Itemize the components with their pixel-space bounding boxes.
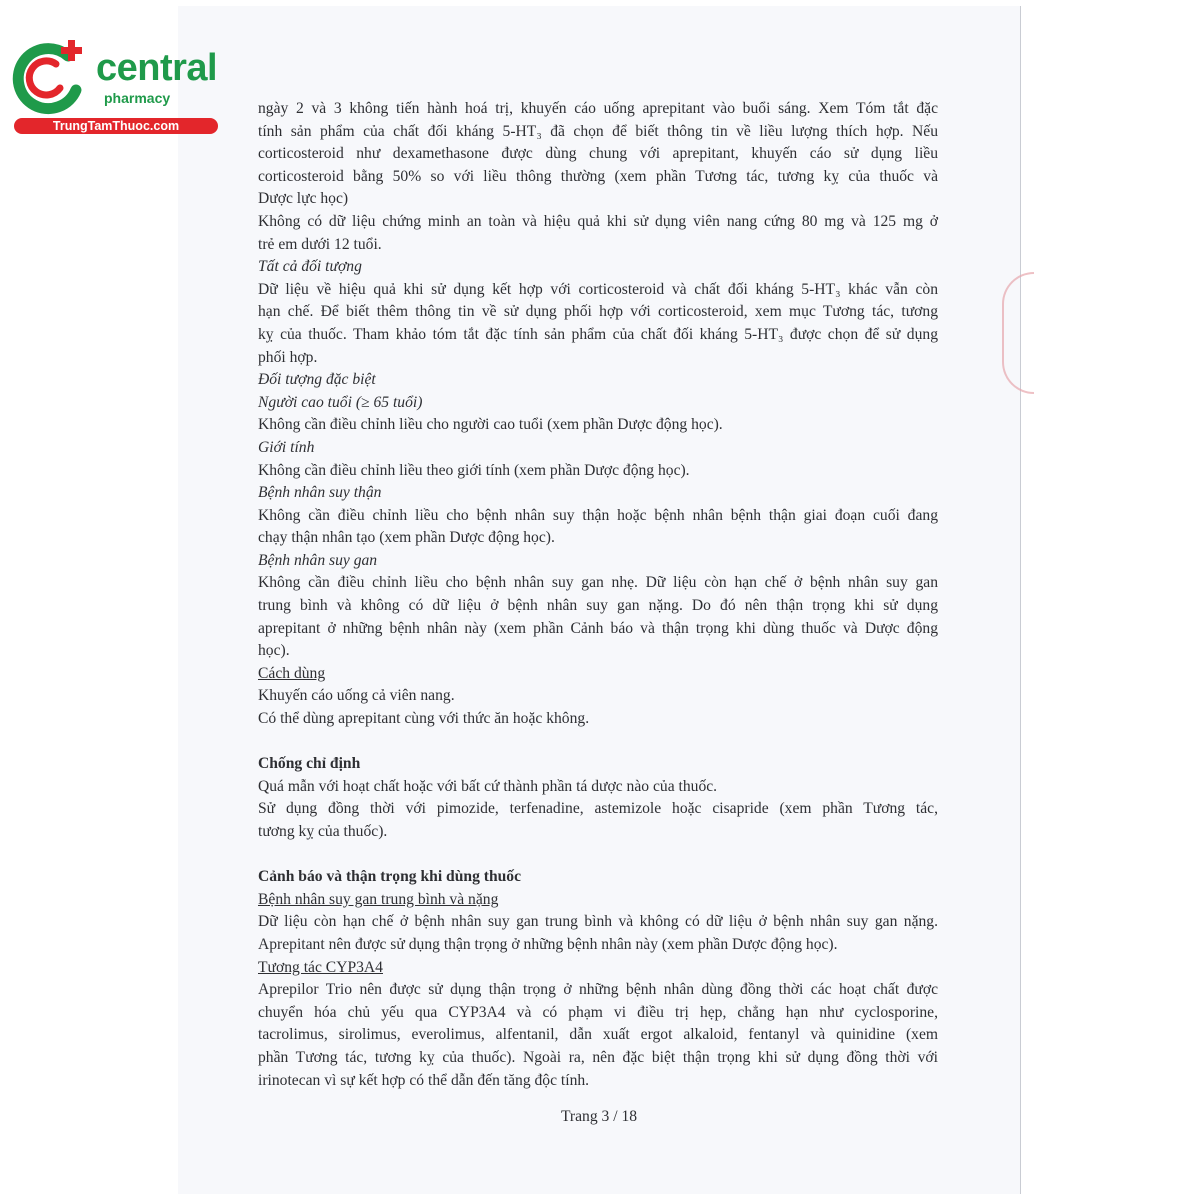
section-subheading: Người cao tuổi (≥ 65 tuổi) — [258, 393, 423, 411]
text-line: kỵ của thuốc. Tham khảo tóm tắt đặc tính sản phẩm của chất đối kháng 5-HT₃ được chọn để sử dụng — [258, 325, 938, 343]
text-line: corticosteroid bằng 50% so với liều thông thường (xem phần Tương tác, tương kỵ của thuốc và — [258, 167, 938, 185]
text-line: Không cần điều chỉnh liều cho bệnh nhân suy gan nhẹ. Dữ liệu còn hạn chế ở bệnh nhân suy gan — [258, 574, 938, 592]
text-line: phối hợp. — [258, 348, 318, 366]
text-line: Không cần điều chỉnh liều cho người cao tuổi (xem phần Dược động học). — [258, 416, 723, 434]
section-subheading — [258, 663, 938, 686]
text-line: Không cần điều chỉnh liều theo giới tính (xem phần Dược động học). — [258, 461, 690, 479]
text-line: Không có dữ liệu chứng minh an toàn và hiệu quả khi sử dụng viên nang cứng 80 mg và 125 mg ở — [258, 212, 938, 230]
section-subheading: Đối tượng đặc biệt — [258, 371, 376, 389]
text-line: Aprepilor Trio nên được sử dụng thận trọng ở những bệnh nhân dùng đồng thời các hoạt chất được — [258, 981, 938, 999]
text-line: Dược lực học) — [258, 190, 349, 208]
text-line: Có thể dùng aprepitant cùng với thức ăn hoặc không. — [258, 710, 590, 728]
section-heading: Chống chỉ định — [258, 755, 361, 773]
pharmacy-logo-icon — [10, 38, 90, 118]
section-subheading: Tất cả đối tượng — [258, 258, 362, 276]
text-line: phần Tương tác, tương kỵ của thuốc). Ngoài ra, nên đặc biệt thận trọng khi sử dụng đồng thời với — [258, 1048, 938, 1066]
text-line: Khuyến cáo uống cả viên nang. — [258, 687, 455, 705]
text-line: irinotecan vì sự kết hợp có thể dẫn đến tăng độc tính. — [258, 1071, 590, 1089]
paragraph-gap — [258, 844, 938, 867]
text-line: aprepitant ở những bệnh nhân này (xem phần Cảnh báo và thận trọng khi dùng thuốc và Dược động — [258, 619, 938, 637]
text-line: chạy thận nhân tạo (xem phần Dược động học). — [258, 529, 555, 547]
text-line: Aprepitant nên được sử dụng thận trọng ở những bệnh nhân này (xem phần Dược động học). — [258, 935, 838, 953]
text-line: Dữ liệu còn hạn chế ở bệnh nhân suy gan trung bình và không có dữ liệu ở bệnh nhân suy gan nặng. — [258, 913, 938, 931]
section-heading: Cảnh báo và thận trọng khi dùng thuốc — [258, 868, 522, 886]
text-line: trẻ em dưới 12 tuổi. — [258, 235, 382, 253]
underlined-heading: Tương tác CYP3A4 — [258, 958, 383, 976]
text-line: corticosteroid như dexamethasone được dùng chung với aprepitant, khuyến cáo sử dụng liều — [258, 145, 938, 163]
text-line: trung bình và không có dữ liệu ở bệnh nhân suy gan nặng. Do đó nên thận trọng khi sử dụng — [258, 597, 938, 615]
logo-brand-name: central — [96, 47, 218, 89]
document-body — [258, 98, 938, 1092]
section-subheading: Bệnh nhân suy thận — [258, 484, 382, 502]
text-line: chuyển hóa chủ yếu qua CYP3A4 và có phạm vi điều trị hẹp, chẳng hạn như cyclosporine, — [258, 1003, 938, 1021]
text-line: học). — [258, 642, 290, 660]
text-line: Quá mẫn với hoạt chất hoặc với bất cứ thành phần tá dược nào của thuốc. — [258, 777, 718, 795]
underlined-heading: Cách dùng — [258, 664, 326, 682]
text-line: Không cần điều chỉnh liều cho bệnh nhân suy thận hoặc bệnh nhân bệnh thận giai đoạn cuối đang — [258, 506, 938, 524]
text-line: Sử dụng đồng thời với pimozide, terfenadine, astemizole hoặc cisapride (xem phần Tương tác, — [258, 800, 938, 818]
text-line: tương kỵ của thuốc). — [258, 823, 388, 840]
text-line: tính sản phẩm của chất đối kháng 5-HT₃ đã chọn để biết thông tin về liều lượng thích hợp. Nếu — [258, 122, 938, 140]
logo-subtitle: pharmacy — [104, 90, 171, 106]
text-line: Dữ liệu về hiệu quả khi sử dụng kết hợp với corticosteroid và chất đối kháng 5-HT₃ khác vẫn còn — [258, 280, 938, 298]
text-line: hạn chế. Để biết thêm thông tin về sử dụng phối hợp với corticosteroid, xem mục Tương tác, tương — [258, 303, 938, 321]
section-subheading — [258, 957, 938, 980]
section-subheading: Bệnh nhân suy gan — [258, 551, 378, 569]
section-subheading — [258, 889, 938, 912]
logo-site-url: TrungTamThuoc.com — [14, 118, 218, 134]
underlined-heading: Bệnh nhân suy gan trung bình và nặng — [258, 890, 499, 908]
red-seal-stamp — [1002, 272, 1034, 394]
section-subheading: Giới tính — [258, 438, 315, 456]
text-line: tacrolimus, sirolimus, everolimus, alfentanil, dẫn xuất ergot alkaloid, fentanyl và quinidine (xem — [258, 1026, 938, 1044]
page-number: Trang 3 / 18 — [560, 1108, 638, 1125]
central-pharmacy-logo[interactable] — [10, 38, 218, 138]
text-line: ngày 2 và 3 không tiến hành hoá trị, khuyến cáo uống aprepitant vào buổi sáng. Xem Tóm tắt đặc — [258, 100, 938, 117]
paragraph-gap — [258, 731, 938, 754]
